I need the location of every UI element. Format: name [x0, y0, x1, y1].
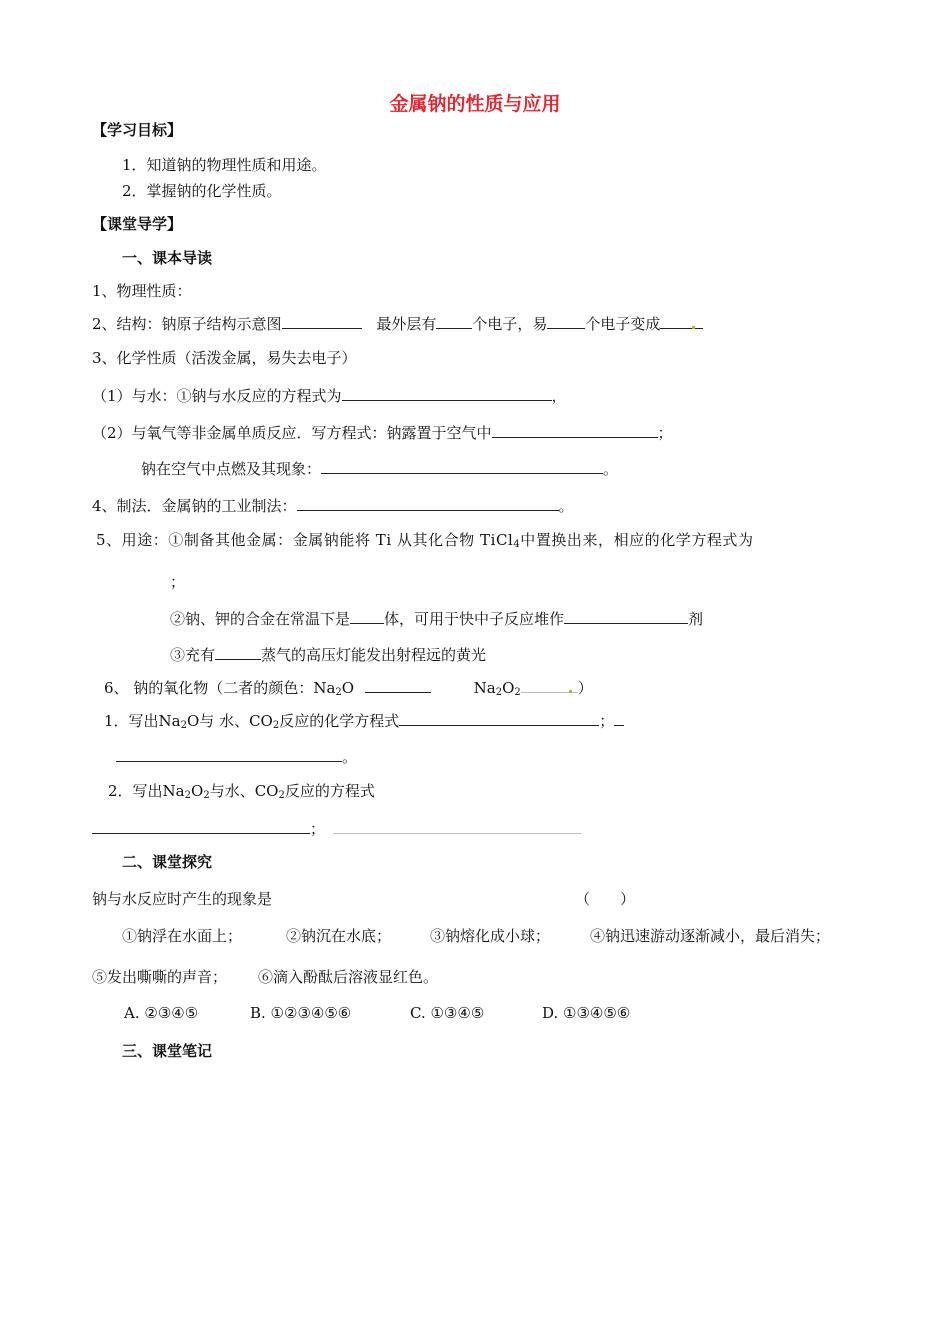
answer-choice-a[interactable]: A. ②③④⑤	[124, 1004, 199, 1022]
oxides-line	[104, 677, 593, 698]
option-item: ⑥滴入酚酞后溶液显红色。	[258, 968, 439, 986]
subscript: 2	[272, 720, 280, 731]
answer-paren: （ ）	[575, 890, 636, 908]
question-line	[92, 889, 272, 909]
section-heading-1: 一、课本导读	[122, 249, 213, 267]
na2o2-text-c: 与水、CO	[209, 782, 279, 800]
water-reaction-text: （1）与水：①钠与水反应的方程式为	[92, 387, 342, 405]
punct: 。	[558, 497, 574, 515]
production-text: 4、制法．金属钠的工业制法：	[92, 497, 297, 515]
blank-field[interactable]	[333, 818, 581, 834]
oxides-text-a: 6、 钠的氧化物（二者的颜色：Na	[104, 679, 336, 697]
punct: 。	[342, 748, 358, 766]
na2o-text-b: O与 水、CO	[187, 712, 273, 730]
blank-field[interactable]	[521, 677, 569, 693]
water-reaction-line	[92, 385, 567, 406]
blank-field[interactable]	[215, 644, 261, 660]
subscript: 2	[278, 790, 285, 801]
objective-item: 1．知道钠的物理性质和用途。	[122, 156, 327, 174]
blank-field[interactable]	[492, 422, 658, 438]
oxides-text-d: O	[502, 679, 515, 697]
subscript: 2	[203, 790, 210, 801]
oxides-text-e: ）	[577, 679, 593, 697]
production-line	[92, 495, 574, 516]
structure-text-c: 个电子，易	[472, 315, 548, 333]
blank-field[interactable]	[564, 608, 688, 624]
alloy-text-b: 体，可用于快中子反应堆作	[384, 610, 565, 628]
blank-field[interactable]	[660, 313, 692, 329]
blank-field[interactable]	[365, 677, 431, 693]
alloy-text-c: 剂	[688, 610, 704, 628]
na2o-text-c: 反应的化学方程式	[279, 712, 400, 730]
oxides-text-c: Na	[473, 679, 496, 697]
uses-line	[96, 530, 754, 550]
semicolon-line: ；	[170, 573, 186, 591]
blank-field[interactable]	[436, 313, 472, 329]
option-item: ③钠熔化成小球；	[430, 927, 551, 945]
punct: ；	[599, 712, 615, 730]
punct: ；	[310, 820, 326, 838]
na2o2-text-a: 2．写出Na	[108, 782, 185, 800]
structure-text-d: 个电子变成	[585, 315, 661, 333]
blank-field[interactable]	[116, 746, 342, 762]
option-item: ②钠沉在水底；	[286, 927, 392, 945]
na2o-text-a: 1．写出Na	[104, 712, 181, 730]
structure-text-a: 2、结构：钠原子结构示意图	[92, 315, 282, 333]
oxides-text-b: O	[341, 679, 355, 697]
subscript: 2	[514, 687, 521, 698]
physical-properties-line: 1、物理性质：	[92, 282, 192, 300]
answer-choice-d[interactable]: D. ①③④⑤⑥	[542, 1004, 631, 1022]
objective-item: 2．掌握钠的化学性质。	[122, 182, 282, 200]
burning-text: 钠在空气中点燃及其现象：	[141, 460, 322, 478]
question-text: 钠与水反应时产生的现象是	[92, 890, 273, 908]
answer-choice-c[interactable]: C. ①③④⑤	[410, 1004, 485, 1022]
option-item: ⑤发出嘶嘶的声音；	[92, 968, 228, 986]
na2o-line	[104, 710, 624, 731]
lamp-line	[170, 644, 486, 665]
punct: ；	[657, 424, 673, 442]
lamp-text-a: ③充有	[170, 646, 216, 664]
blank-field[interactable]	[547, 313, 585, 329]
na2o-second-line	[116, 746, 357, 767]
na2o2-answer-line	[92, 818, 581, 839]
blank-field[interactable]	[92, 818, 310, 834]
oxygen-reaction-line	[92, 422, 673, 443]
blank-field[interactable]	[282, 313, 362, 329]
lamp-text-b: 蒸气的高压灯能发出射程远的黄光	[261, 646, 487, 664]
blank-field[interactable]	[399, 710, 599, 726]
structure-text-b: 最外层有	[376, 315, 437, 333]
chemical-properties-line: 3、化学性质（活泼金属，易失去电子）	[92, 349, 357, 367]
guide-heading: 【课堂导学】	[92, 215, 183, 233]
alloy-text-a: ②钠、钾的合金在常温下是	[170, 610, 351, 628]
subscript: 4	[513, 539, 521, 550]
blank-field[interactable]	[350, 608, 384, 624]
subscript: 2	[335, 687, 342, 698]
na2o2-text-d: 反应的方程式	[284, 782, 375, 800]
objectives-heading: 【学习目标】	[92, 121, 183, 139]
oxygen-reaction-text: （2）与氧气等非金属单质反应．写方程式：钠露置于空气中	[92, 424, 492, 442]
subscript: 2	[495, 687, 503, 698]
page-title: 金属钠的性质与应用	[389, 93, 561, 115]
na2o2-line	[108, 781, 375, 801]
uses-text-b: 中置换出来，相应的化学方程式为	[520, 531, 754, 549]
section-heading-2: 二、课堂探究	[122, 853, 213, 871]
subscript: 2	[180, 720, 187, 731]
section-heading-3: 三、课堂笔记	[122, 1042, 213, 1060]
answer-choice-b[interactable]: B. ①②③④⑤⑥	[250, 1004, 352, 1022]
option-item: ④钠迅速游动逐渐减小，最后消失；	[590, 927, 831, 945]
structure-line	[92, 313, 703, 334]
punct: ，	[551, 387, 567, 405]
blank-field[interactable]	[321, 458, 603, 474]
uses-text-a: 5、用途：①制备其他金属：金属钠能将 Ti 从其化合物 TiCl	[96, 531, 514, 549]
burning-line	[141, 458, 618, 479]
na2o2-text-b: O	[191, 782, 204, 800]
punct: 。	[603, 460, 619, 478]
subscript: 2	[184, 790, 191, 801]
blank-field[interactable]	[297, 495, 559, 511]
blank-field[interactable]	[614, 710, 624, 726]
option-item: ①钠浮在水面上；	[122, 927, 243, 945]
alloy-line	[170, 608, 703, 629]
blank-field[interactable]	[342, 385, 552, 401]
blank-field[interactable]	[695, 313, 703, 329]
